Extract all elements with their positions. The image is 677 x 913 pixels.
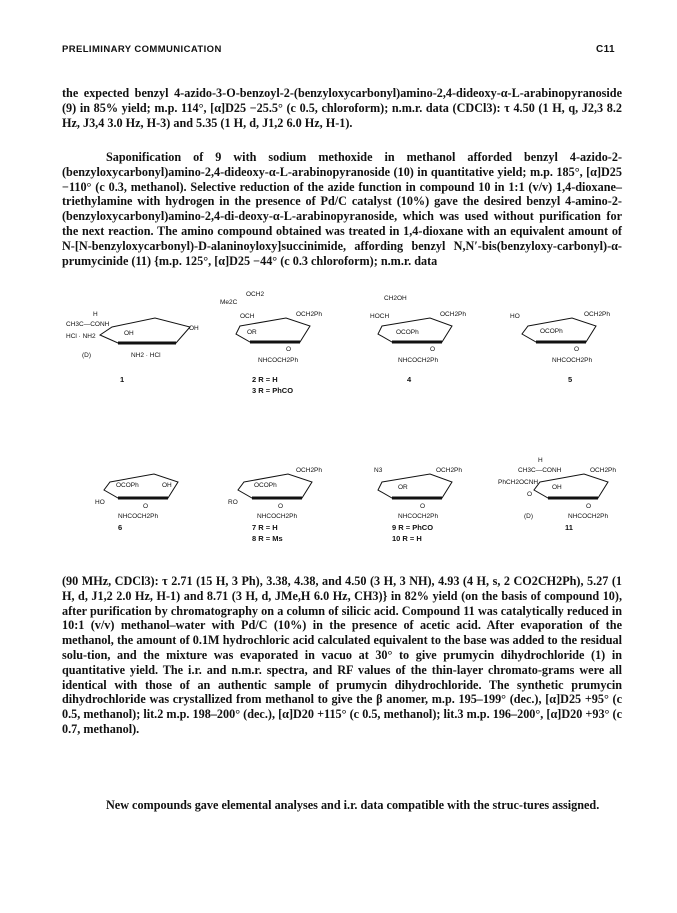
svg-text:OH: OH [189,325,199,332]
svg-text:O: O [574,346,580,353]
svg-text:Me2C: Me2C [220,299,238,306]
paragraph-saponification: Saponification of 9 with sodium methoxide in methanol afforded benzyl 4-azido-2-(benzyloxycarbonyl)amino-2,4-dideoxy-α-L-arabinopyranoside (10) in quantitative yield; m.p. 185°, [α]D25 −110° (c 0.3, methanol). Selective reduction of the azide function in compound 10 in 1:1 (v/v) 1,4-dioxane–triethylamine with hydrogen in the presence of Pd/C catalyst (10%) gave the desired benzyl 4-amino-2-(benzyloxycarbonyl)amino-2,4-di-deoxy-α-L-arabinopyranoside, which was used without purification for the next reaction. The amino compound obtained was treated in 1,4-dioxane with an equivalent amount of N-[N-benzyloxycarbonyl)-D-alaninoyloxy]succinimide, affording benzyl N,N′-bis(benzyloxy-carbonyl)-α-prumycinide (11) {m.p. 125°, [α]D25 −44° (c 0.3 chloroform); n.m.r. data [62,150,622,268]
paragraph-compound-9: the expected benzyl 4-azido-3-O-benzoyl-2-(benzyloxycarbonyl)amino-2,4-dideoxy-α-L-arabinopyranoside (9) in 85% yield; m.p. 114°, [α]D25 −25.5° (c 0.5, chloroform); n.m.r. data (CDCl3): τ 4.50 (1 H, q, J2,3 8.2 Hz, J3,4 3.0 Hz, H-3) and 5.35 (1 H, d, J1,2 6.0 Hz, H-1). [62,86,622,130]
svg-text:6: 6 [118,523,123,532]
svg-text:O: O [586,503,592,510]
svg-text:O: O [527,491,533,498]
structure-2-3 [220,291,322,395]
svg-text:PhCH2OCNH: PhCH2OCNH [498,479,539,486]
structure-7-8 [228,467,322,543]
svg-text:CH3C—CONH: CH3C—CONH [518,467,562,474]
structure-1 [66,311,199,384]
svg-text:(D): (D) [524,513,534,520]
svg-text:(D): (D) [82,352,92,359]
svg-text:9 R = PhCO: 9 R = PhCO [392,523,434,532]
svg-text:NHCOCH2Ph: NHCOCH2Ph [568,513,609,520]
page-number: C11 [596,44,615,55]
svg-text:OCH2: OCH2 [246,291,265,298]
paragraph-nmr-results: (90 MHz, CDCl3): τ 2.71 (15 H, 3 Ph), 3.38, 4.38, and 4.50 (3 H, 3 NH), 4.93 (4 H, s, 2 CO2CH2Ph), 5.27 (1 H, d, J1,2 2.0 Hz, H-1) and 8.71 (3 H, d, JMe,H 6.0 Hz, CH3)} in 82% yield (on the basis of compound 10), after purification by chromatography on a column of silicic acid. Compound 11 was catalytically reduced in 10:1 (v/v) methanol–water with Pd/C (10%) in the presence of acetic acid. After evaporation of the methanol, the amount of 0.1M hydrochloric acid calculated equivalent to the base was added to the residual solu-tion, and the mixture was evaporated in vacuo at 30° to give prumycin dihydrochloride (1) in quantitative yield. The i.r. and n.m.r. spectra, and RF values of the thin-layer chromato-grams were all identical with those of an authentic sample of prumycin dihydrochloride. The synthetic prumycin dihydrochloride was crystallized from methanol to give the β anomer, m.p. 195–199° (dec.), [α]D25 +95° (c 0.5, methanol); lit.2 m.p. 198–200° (dec.), [α]D20 +115° (c 0.5, methanol); lit.3 m.p. 196–200°, [α]D20 +93° (c 0.7, methanol). [62,574,622,736]
svg-text:CH3C—CONH: CH3C—CONH [66,321,110,328]
svg-text:NHCOCH2Ph: NHCOCH2Ph [118,513,159,520]
svg-text:2 R = H: 2 R = H [252,375,278,384]
svg-text:NHCOCH2Ph: NHCOCH2Ph [258,357,299,364]
svg-text:N3: N3 [374,467,383,474]
svg-text:H: H [93,311,98,318]
svg-text:OCOPh: OCOPh [540,328,563,335]
svg-text:NHCOCH2Ph: NHCOCH2Ph [257,513,298,520]
svg-text:10 R = H: 10 R = H [392,534,422,543]
svg-text:OCH2Ph: OCH2Ph [296,467,323,474]
svg-text:OCOPh: OCOPh [396,329,419,336]
svg-text:OCOPh: OCOPh [254,482,277,489]
svg-text:HO: HO [95,499,105,506]
svg-text:NHCOCH2Ph: NHCOCH2Ph [398,513,439,520]
svg-text:OH: OH [162,482,172,489]
structure-5 [510,311,610,384]
svg-text:7 R = H: 7 R = H [252,523,278,532]
svg-text:8 R = Ms: 8 R = Ms [252,534,283,543]
svg-text:OCH2Ph: OCH2Ph [436,467,463,474]
svg-text:OR: OR [398,484,408,491]
svg-text:4: 4 [407,375,412,384]
svg-text:OH: OH [124,330,134,337]
svg-text:O: O [430,346,436,353]
paragraph-elemental-analyses: New compounds gave elemental analyses and i.r. data compatible with the struc-tures assigned. [106,798,600,812]
svg-text:CH2OH: CH2OH [384,295,407,302]
svg-text:RO: RO [228,499,238,506]
svg-text:OCOPh: OCOPh [116,482,139,489]
svg-text:OR: OR [247,329,257,336]
svg-text:OCH2Ph: OCH2Ph [296,311,323,318]
svg-text:1: 1 [120,375,125,384]
svg-text:11: 11 [565,523,573,532]
svg-text:OCH2Ph: OCH2Ph [590,467,617,474]
svg-text:OCH2Ph: OCH2Ph [440,311,467,318]
svg-text:OCH: OCH [240,313,255,320]
structure-4 [370,295,466,384]
svg-text:NHCOCH2Ph: NHCOCH2Ph [552,357,593,364]
structure-11 [498,457,616,532]
svg-text:O: O [420,503,426,510]
svg-text:5: 5 [568,375,573,384]
svg-text:OH: OH [552,484,562,491]
structure-6 [95,474,178,532]
svg-text:HCl · NH2: HCl · NH2 [66,333,96,340]
svg-text:O: O [143,503,149,510]
svg-text:O: O [278,503,284,510]
svg-text:H: H [538,457,543,464]
svg-text:HOCH: HOCH [370,313,390,320]
svg-text:HO: HO [510,313,520,320]
svg-text:O: O [286,346,292,353]
svg-text:OCH2Ph: OCH2Ph [584,311,611,318]
svg-text:3 R = PhCO: 3 R = PhCO [252,386,294,395]
structure-9-10 [374,467,462,543]
journal-section-title: PRELIMINARY COMMUNICATION [62,44,222,55]
svg-text:NHCOCH2Ph: NHCOCH2Ph [398,357,439,364]
svg-text:NH2 · HCl: NH2 · HCl [131,352,161,359]
